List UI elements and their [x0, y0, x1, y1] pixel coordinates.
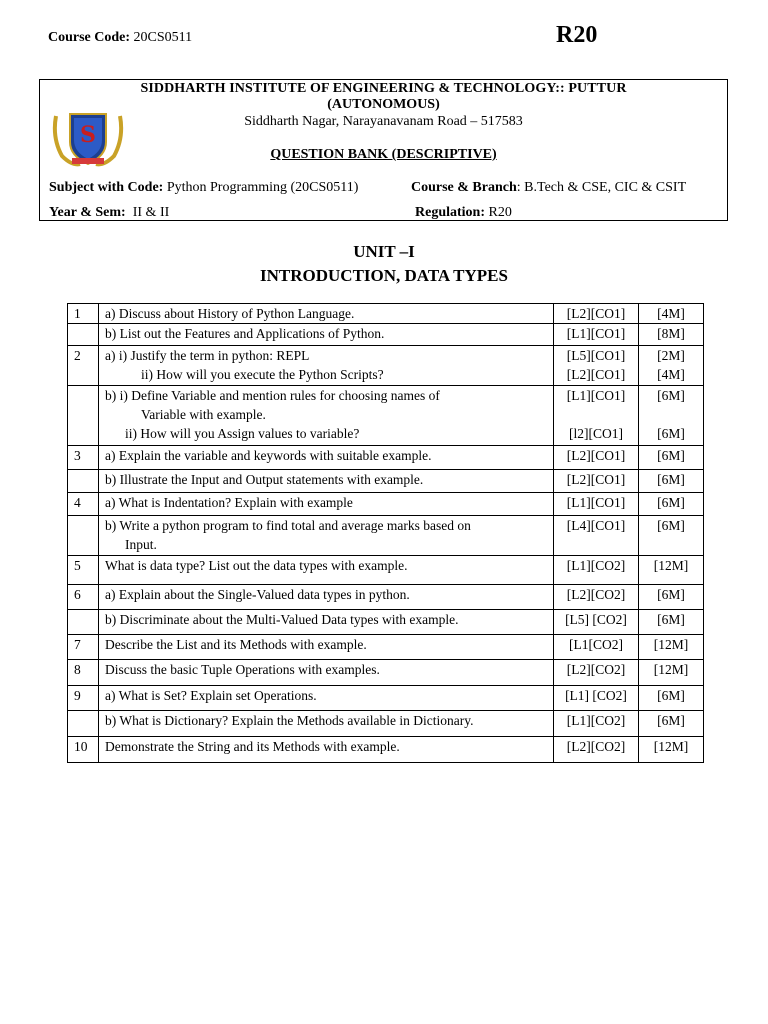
question-row [68, 711, 704, 737]
course-code-label: Course Code: [48, 30, 131, 45]
marks-line: [6M] [657, 688, 685, 703]
question-marks [639, 556, 704, 585]
level-line: [L2][CO1] [566, 472, 626, 487]
question-row [68, 386, 704, 446]
question-level [554, 324, 639, 346]
level-line: [L5] [CO2] [565, 612, 627, 627]
level-line: [L1][CO1] [566, 326, 626, 341]
level-line: [L1][CO2] [566, 713, 626, 728]
level-line: [L2][CO1] [566, 306, 626, 321]
level-line: [l2][CO1] [569, 426, 623, 441]
question-number [68, 386, 99, 446]
question-marks [639, 304, 704, 324]
question-line: a) Explain the variable and keywords with suitable example. [105, 448, 432, 463]
question-number: 2 [68, 346, 99, 386]
question-row [68, 737, 704, 763]
level-line: [L2][CO1] [566, 448, 626, 463]
level-line: [L2][CO2] [566, 662, 626, 677]
question-text [99, 324, 554, 346]
branch-value: : B.Tech & CSE, CIC & CSIT [516, 180, 687, 195]
question-level [554, 446, 639, 470]
question-number [68, 470, 99, 493]
question-text [99, 686, 554, 711]
question-level [554, 493, 639, 516]
level-line: [L2][CO2] [566, 739, 626, 754]
question-line: Input. [125, 537, 157, 552]
question-marks [639, 346, 704, 386]
question-line: ii) How will you execute the Python Scripts? [141, 367, 384, 382]
question-marks [639, 493, 704, 516]
question-level [554, 711, 639, 737]
question-line: What is data type? List out the data types with example. [105, 558, 408, 573]
marks-line: [4M] [657, 306, 685, 321]
question-line: Variable with example. [141, 407, 266, 422]
question-line: a) Discuss about History of Python Language. [105, 306, 355, 321]
regulation-big: R20 [556, 22, 598, 48]
question-number: 3 [68, 446, 99, 470]
question-text [99, 660, 554, 686]
question-level [554, 686, 639, 711]
year-sem [49, 205, 169, 221]
question-line: a) i) Justify the term in python: REPL [105, 348, 310, 363]
subject-with-code [49, 180, 358, 196]
question-row [68, 493, 704, 516]
question-text [99, 346, 554, 386]
subject-value: Python Programming (20CS0511) [166, 180, 359, 195]
question-level [554, 470, 639, 493]
question-text [99, 556, 554, 585]
marks-line [639, 405, 703, 424]
question-row [68, 610, 704, 635]
institute-header [39, 79, 728, 221]
question-text [99, 446, 554, 470]
question-row [68, 470, 704, 493]
question-row [68, 304, 704, 324]
question-number [68, 610, 99, 635]
level-line: [L5][CO1] [566, 348, 626, 363]
marks-line: [8M] [657, 326, 685, 341]
question-text [99, 711, 554, 737]
question-row [68, 516, 704, 556]
question-table [67, 303, 704, 763]
marks-line: [4M] [657, 367, 685, 382]
marks-line: [6M] [657, 518, 685, 533]
subject-label: Subject with Code: [49, 180, 164, 195]
institute-autonomous: (AUTONOMOUS) [327, 97, 440, 112]
question-line: a) Explain about the Single-Valued data types in python. [105, 587, 410, 602]
question-line: b) Illustrate the Input and Output statements with example. [105, 472, 424, 487]
question-line: ii) How will you Assign values to variable? [125, 426, 360, 441]
level-line: [L4][CO1] [566, 518, 626, 533]
question-text [99, 635, 554, 660]
question-row [68, 324, 704, 346]
question-level [554, 304, 639, 324]
question-line: Demonstrate the String and its Methods with example. [105, 739, 400, 754]
institute-address: Siddharth Nagar, Narayanavanam Road – 517583 [244, 114, 523, 129]
question-row [68, 556, 704, 585]
marks-line: [6M] [657, 426, 685, 441]
marks-line: [12M] [653, 558, 689, 573]
question-bank-title: QUESTION BANK (DESCRIPTIVE) [270, 147, 497, 162]
question-number [68, 711, 99, 737]
regulation [415, 205, 512, 221]
marks-line: [6M] [657, 472, 685, 487]
question-marks [639, 711, 704, 737]
question-row [68, 346, 704, 386]
question-number: 9 [68, 686, 99, 711]
course-branch [411, 180, 686, 196]
question-level [554, 346, 639, 386]
question-text [99, 493, 554, 516]
question-marks [639, 516, 704, 556]
course-code [48, 30, 192, 46]
question-line: b) Discriminate about the Multi-Valued Data types with example. [105, 612, 459, 627]
unit-title: INTRODUCTION, DATA TYPES [260, 266, 508, 285]
marks-line: [12M] [653, 662, 689, 677]
question-marks [639, 446, 704, 470]
question-number: 1 [68, 304, 99, 324]
marks-line: [6M] [657, 713, 685, 728]
level-line [554, 405, 638, 424]
question-level [554, 610, 639, 635]
question-marks [639, 660, 704, 686]
level-line: [L2][CO2] [566, 587, 626, 602]
question-line: a) What is Set? Explain set Operations. [105, 688, 317, 703]
question-level [554, 585, 639, 610]
institute-name: SIDDHARTH INSTITUTE OF ENGINEERING & TECHNOLOGY:: PUTTUR [140, 81, 627, 96]
yearsem-value: II & II [132, 205, 170, 220]
unit-number: UNIT –I [353, 242, 415, 261]
regulation-label: Regulation: [415, 205, 485, 220]
question-line: Describe the List and its Methods with example. [105, 637, 367, 652]
question-line: b) What is Dictionary? Explain the Methods available in Dictionary. [105, 713, 474, 728]
question-level [554, 556, 639, 585]
question-row [68, 686, 704, 711]
question-marks [639, 610, 704, 635]
question-text [99, 386, 554, 446]
question-table-body [68, 304, 704, 763]
question-marks [639, 585, 704, 610]
question-text [99, 585, 554, 610]
question-marks [639, 737, 704, 763]
question-line: b) List out the Features and Applications of Python. [105, 326, 385, 341]
branch-label: Course & Branch [411, 180, 517, 195]
question-row [68, 446, 704, 470]
level-line: [L1] [CO2] [565, 688, 627, 703]
question-row [68, 660, 704, 686]
question-number [68, 324, 99, 346]
question-line: a) What is Indentation? Explain with example [105, 495, 353, 510]
question-level [554, 635, 639, 660]
level-line: [L1[CO2] [569, 637, 623, 652]
marks-line: [2M] [657, 348, 685, 363]
marks-line: [12M] [653, 637, 689, 652]
marks-line: [12M] [653, 739, 689, 754]
level-line: [L1][CO1] [566, 388, 626, 403]
regulation-value: R20 [488, 205, 512, 220]
question-level [554, 737, 639, 763]
question-level [554, 516, 639, 556]
question-text [99, 516, 554, 556]
question-line: Discuss the basic Tuple Operations with examples. [105, 662, 380, 677]
question-text [99, 470, 554, 493]
question-marks [639, 386, 704, 446]
question-number [68, 516, 99, 556]
marks-line: [6M] [657, 448, 685, 463]
level-line: [L1][CO1] [566, 495, 626, 510]
question-marks [639, 324, 704, 346]
level-line: [L1][CO2] [566, 558, 626, 573]
question-number: 8 [68, 660, 99, 686]
question-level [554, 386, 639, 446]
question-row [68, 635, 704, 660]
course-code-value: 20CS0511 [133, 30, 193, 45]
marks-line: [6M] [657, 612, 685, 627]
yearsem-label: Year & Sem: [49, 205, 126, 220]
question-number: 10 [68, 737, 99, 763]
marks-line: [6M] [657, 388, 685, 403]
question-text [99, 304, 554, 324]
question-text [99, 737, 554, 763]
question-number: 6 [68, 585, 99, 610]
marks-line: [6M] [657, 587, 685, 602]
question-line: b) Write a python program to find total and average marks based on [105, 518, 471, 533]
question-line: b) i) Define Variable and mention rules for choosing names of [105, 388, 440, 403]
question-number: 4 [68, 493, 99, 516]
question-row [68, 585, 704, 610]
question-level [554, 660, 639, 686]
question-marks [639, 635, 704, 660]
level-line: [L2][CO1] [566, 367, 626, 382]
top-row [48, 22, 628, 52]
question-marks [639, 470, 704, 493]
svg-text:S: S [80, 122, 96, 148]
marks-line: [6M] [657, 495, 685, 510]
question-number: 7 [68, 635, 99, 660]
question-number: 5 [68, 556, 99, 585]
question-marks [639, 686, 704, 711]
question-text [99, 610, 554, 635]
